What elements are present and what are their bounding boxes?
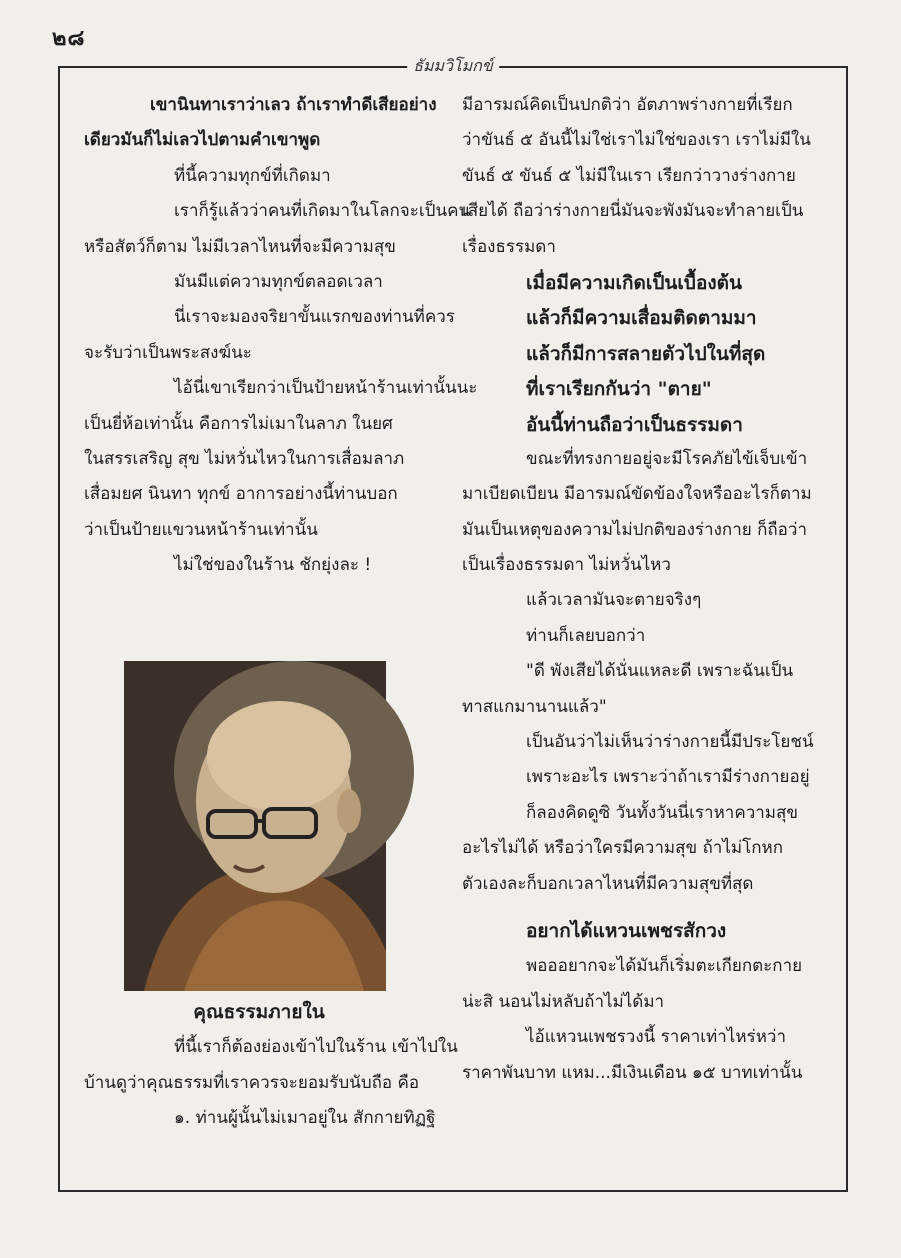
- text-line: ทาสแกมานานแล้ว": [462, 696, 607, 717]
- verse-line: แล้วก็มีการสลายตัวไปในที่สุด: [526, 342, 766, 365]
- left-column: [84, 88, 478, 583]
- text-line: ๑. ท่านผู้นั้นไม่เมาอยู่ใน สักกายทิฏฐิ: [174, 1108, 436, 1129]
- text-line: เสียได้ ถือว่าร่างกายนี่มันจะพังมันจะทำลายเป็น: [462, 201, 804, 222]
- monk-photo: [124, 661, 386, 991]
- verse-line: อันนี้ท่านถือว่าเป็นธรรมดา: [526, 413, 743, 436]
- section-heading: อยากได้แหวนเพชรสักวง: [526, 919, 727, 942]
- text-line: เราก็รู้แล้วว่าคนที่เกิดมาในโลกจะเป็นคน: [174, 201, 471, 222]
- text-line: เป็นเรื่องธรรมดา ไม่หวั่นไหว: [462, 555, 671, 576]
- verse-line: ที่เราเรียกกันว่า "ตาย": [526, 378, 712, 401]
- text-line: มีอารมณ์คิดเป็นปกติว่า อัตภาพร่างกายที่เรียก: [462, 95, 793, 115]
- text-line: มันเป็นเหตุของความไม่ปกติของร่างกาย ก็ถือว่า: [462, 519, 807, 540]
- text-line: ที่นี้เราก็ต้องย่องเข้าไปในร้าน เข้าไปใน: [174, 1037, 458, 1058]
- text-line: ก็ลองคิดดูซิ วันทั้งวันนี่เราหาความสุข: [526, 802, 798, 823]
- right-column: [462, 88, 822, 1091]
- text-line: เพราะอะไร เพราะว่าถ้าเรามีร่างกายอยู่: [526, 767, 810, 788]
- text-line: เรื่องธรรมดา: [462, 236, 556, 257]
- page-frame: [58, 56, 848, 1192]
- text-line: ราคาพันบาท แหม...มีเงินเดือน ๑๕ บาทเท่านั้น: [462, 1062, 803, 1083]
- text-line: ขันธ์ ๕ ขันธ์ ๕ ไม่มีในเรา เรียกว่าวางร่างกาย: [462, 165, 796, 186]
- text-line: ในสรรเสริญ สุข ไม่หวั่นไหวในการเสื่อมลาภ: [84, 448, 405, 469]
- text-line: ท่านก็เลยบอกว่า: [526, 625, 646, 646]
- text-line: บ้านดูว่าคุณธรรมที่เราควรจะยอมรับนับถือ คือ: [84, 1072, 420, 1093]
- text-line: เป็นยี่ห้อเท่านั้น คือการไม่เมาในลาภ ในยศ: [84, 413, 393, 434]
- running-title: ธัมมวิโมกข์: [407, 54, 499, 79]
- verse-line: เมื่อมีความเกิดเป็นเบื้องต้น: [526, 271, 742, 294]
- text-line: ที่นี้ความทุกข์ที่เกิดมา: [174, 165, 331, 186]
- text-line: หรือสัตว์ก็ตาม ไม่มีเวลาไหนที่จะมีความสุข: [84, 236, 396, 257]
- page-number: ๒๘: [52, 26, 86, 51]
- monk-portrait-image: [124, 661, 386, 991]
- text-line: แล้วเวลามันจะตายจริงๆ: [526, 590, 702, 611]
- text-line: ไอ้นี่เขาเรียกว่าเป็นป้ายหน้าร้านเท่านั้นนะ: [174, 378, 478, 399]
- text-line: พอออยากจะได้มันก็เริ่มตะเกียกตะกาย: [526, 956, 803, 977]
- left-section: [84, 995, 458, 1137]
- text-line: ขณะที่ทรงกายอยู่จะมีโรคภัยไข้เจ็บเข้า: [526, 448, 808, 469]
- text-line: มาเบียดเบียน มีอารมณ์ขัดข้องใจหรืออะไรก็ตาม: [462, 484, 812, 505]
- text-line: เดียวมันก็ไม่เลวไปตามคำเขาพูด: [84, 130, 321, 151]
- text-line: ว่าเป็นป้ายแขวนหน้าร้านเท่านั้น: [84, 519, 318, 540]
- text-line: น่ะสิ นอนไม่หลับถ้าไม่ได้มา: [462, 991, 665, 1012]
- text-line: ว่าขันธ์ ๕ อันนี้ไม่ใช่เราไม่ใช่ของเรา เราไม่มีใน: [462, 130, 811, 151]
- section-heading: คุณธรรมภายใน: [193, 1001, 325, 1023]
- text-line: เป็นอันว่าไม่เห็นว่าร่างกายนี้มีประโยชน์: [526, 732, 814, 753]
- text-line: "ดี พังเสียได้นั่นแหละดี เพราะฉันเป็น: [526, 661, 794, 682]
- text-line: ไม่ใช่ของในร้าน ชักยุ่งละ !: [174, 555, 372, 576]
- text-line: ตัวเองละก็บอกเวลาไหนที่มีความสุขที่สุด: [462, 873, 754, 894]
- text-line: ไอ้แหวนเพชรวงนี้ ราคาเท่าไหร่หว่า: [526, 1027, 786, 1048]
- text-line: เขานินทาเราว่าเลว ถ้าเราทำดีเสียอย่าง: [150, 95, 437, 115]
- text-line: มันมีแต่ความทุกข์ตลอดเวลา: [174, 271, 383, 292]
- text-line: จะรับว่าเป็นพระสงฆ์นะ: [84, 342, 252, 363]
- text-line: อะไรไม่ได้ หรือว่าใครมีความสุข ถ้าไม่โกหก: [462, 838, 784, 859]
- verse-line: แล้วก็มีความเสื่อมติดตามมา: [526, 307, 757, 330]
- text-line: เสื่อมยศ นินทา ทุกข์ อาการอย่างนี้ท่านบอก: [84, 484, 398, 505]
- text-line: นี่เราจะมองจริยาขั้นแรกของท่านที่ควร: [174, 307, 455, 328]
